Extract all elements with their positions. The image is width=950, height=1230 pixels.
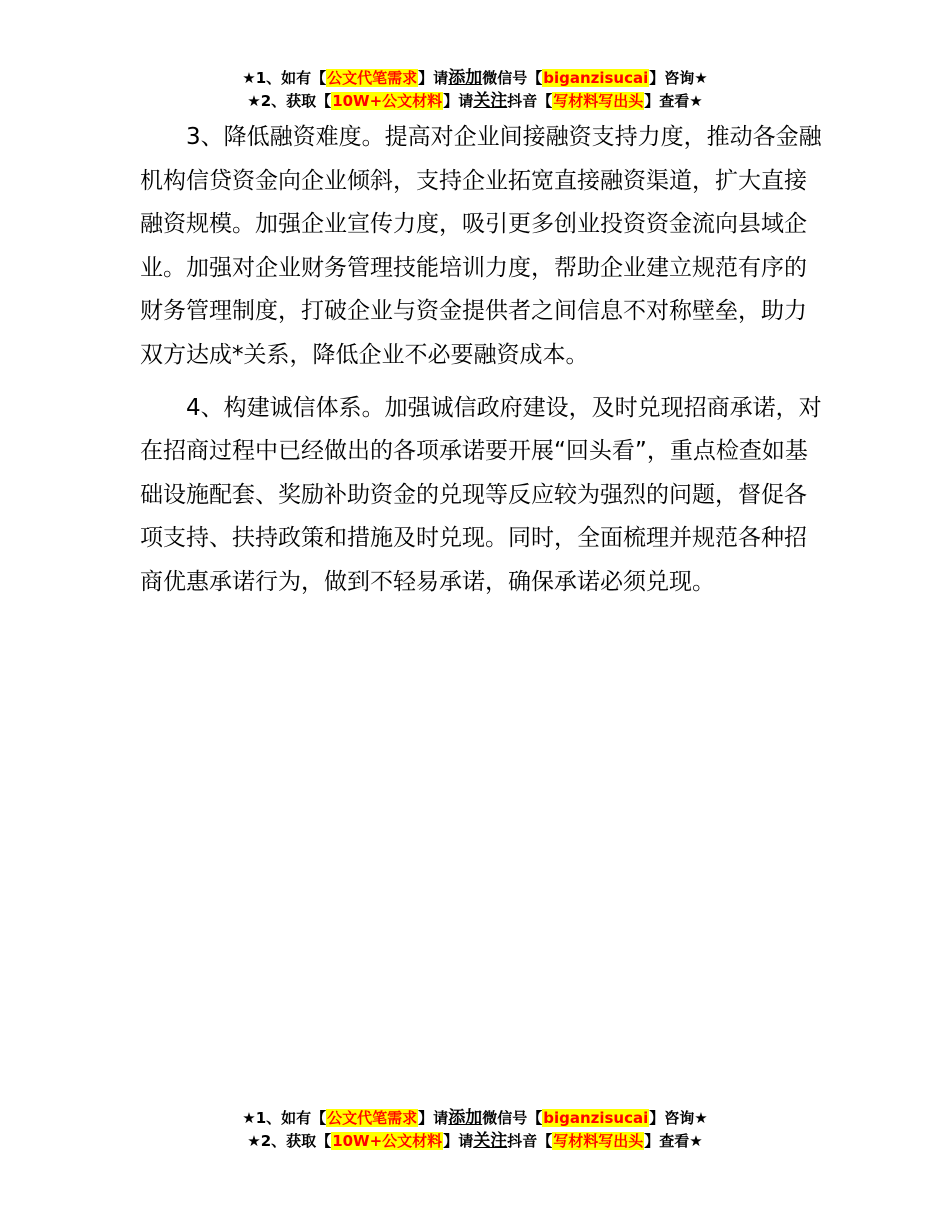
banner-text: ★1、如有【	[242, 1109, 327, 1127]
highlight-text: biganzisucai	[543, 69, 649, 87]
highlight-text: 公文代笔需求	[327, 1109, 418, 1127]
underlined-text: 添加	[448, 68, 483, 88]
underlined-text: 添加	[448, 1108, 483, 1128]
paragraph-4: 4、构建诚信体系。加强诚信政府建设，及时兑现招商承诺，对在招商过程中已经做出的各项承诺要开展“回头看”，重点检查如基础设施配套、奖励补助资金的兑现等反应较为强烈的问题，督促各项支持、扶持政策和措施及时兑现。同时，全面梳理并规范各种招商优惠承诺行为，做到不轻易承诺，确保承诺必须兑现。	[140, 394, 822, 595]
banner-text: 】请	[443, 92, 474, 110]
banner-line-1	[0, 1107, 950, 1130]
banner-text: ★2、获取【	[247, 1132, 332, 1150]
banner-text: 】请	[443, 1132, 474, 1150]
highlight-text: 写材料写出头	[553, 1132, 644, 1150]
banner-text: 】查看★	[644, 92, 703, 110]
highlight-text: 10W+公文材料	[332, 92, 443, 110]
footer-banner	[0, 1107, 950, 1153]
banner-text: 微信号【	[482, 1109, 543, 1127]
banner-text: 抖音【	[507, 1132, 553, 1150]
highlight-text: biganzisucai	[543, 1109, 649, 1127]
banner-text: 微信号【	[482, 69, 543, 87]
paragraph-3: 3、降低融资难度。提高对企业间接融资支持力度，推动各金融机构信贷资金向企业倾斜，支持企业拓宽直接融资渠道，扩大直接融资规模。加强企业宣传力度，吸引更多创业投资资金流向县域企业。加强对企业财务管理技能培训力度，帮助企业建立规范有序的财务管理制度，打破企业与资金提供者之间信息不对称壁垒，助力双方达成*关系，降低企业不必要融资成本。	[140, 124, 822, 368]
document-body	[140, 116, 825, 605]
banner-text: ★1、如有【	[242, 69, 327, 87]
banner-line-1	[0, 67, 950, 90]
highlight-text: 写材料写出头	[553, 92, 644, 110]
underlined-text: 关注	[473, 1131, 508, 1151]
banner-text: 】查看★	[644, 1132, 703, 1150]
banner-line-2	[0, 90, 950, 113]
banner-text: 】请	[418, 69, 449, 87]
highlight-text: 公文代笔需求	[327, 69, 418, 87]
underlined-text: 关注	[473, 91, 508, 111]
banner-text: ★2、获取【	[247, 92, 332, 110]
banner-text: 】咨询★	[649, 1109, 708, 1127]
banner-text: 抖音【	[507, 92, 553, 110]
banner-text: 】咨询★	[649, 69, 708, 87]
header-banner	[0, 67, 950, 113]
banner-line-2	[0, 1130, 950, 1153]
banner-text: 】请	[418, 1109, 449, 1127]
highlight-text: 10W+公文材料	[332, 1132, 443, 1150]
